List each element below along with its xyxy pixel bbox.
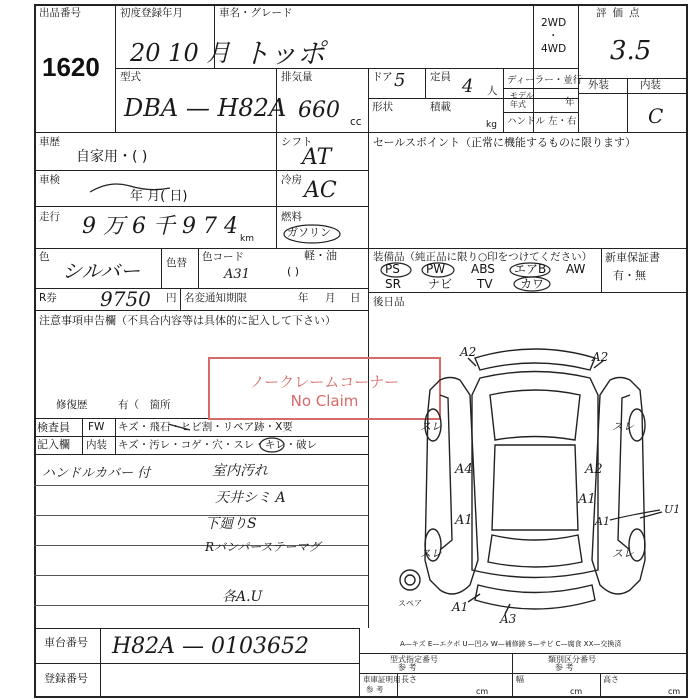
length-label: 長さ: [401, 675, 417, 684]
no-claim-text-jp: ノークレームコーナー: [249, 373, 400, 391]
divider: [34, 436, 368, 437]
equipment-ps: PS: [385, 262, 400, 276]
date-unit-day: 日: [350, 292, 361, 304]
rule-line: [34, 485, 368, 486]
notice-label: 注意事項申告欄（不具合内容等は具体的に記入して下さい）: [39, 314, 336, 327]
mark-a2-front-left: A2: [460, 345, 477, 359]
remark-left: ハンドルカバー 付: [42, 466, 151, 481]
history-label: 車歴: [39, 136, 60, 148]
ref-2: 参 考: [555, 663, 574, 672]
rear-date-label: 後日品: [373, 296, 405, 308]
fuel-paren: ( ): [287, 265, 300, 278]
divider: [34, 663, 359, 664]
ref-1: 参 考: [398, 663, 417, 672]
yen-label: 円: [166, 292, 177, 304]
date-unit-month: 月: [325, 292, 336, 304]
divider: [100, 628, 101, 698]
divider: [368, 98, 578, 99]
name-grade-label: 車名・グレード: [219, 7, 293, 19]
capacity-value: 4: [462, 76, 474, 97]
rule-line: [34, 605, 368, 606]
fw-label: FW: [88, 421, 105, 433]
kg-label: kg: [486, 120, 497, 130]
doors-label: ドア: [372, 71, 393, 83]
fuel-label: 燃料: [281, 211, 302, 223]
model-label: 型式: [120, 71, 141, 83]
equipment-sr: SR: [385, 277, 401, 291]
mark-u1: U1: [664, 503, 681, 516]
drive-2wd: 2WD: [541, 17, 567, 29]
divider: [368, 68, 369, 132]
divider: [503, 88, 578, 89]
dealer-label: ディーラー・並行: [507, 75, 583, 86]
remark-note-3: 下廻りS: [205, 516, 257, 532]
shift-value: AT: [302, 145, 332, 170]
model-year-label: モデル 年式: [510, 91, 534, 109]
divider: [578, 93, 688, 94]
cc-label: cc: [350, 116, 362, 128]
drive-4wd: 4WD: [541, 43, 567, 55]
no-claim-text-en: No Claim: [290, 392, 359, 410]
divider: [34, 628, 359, 629]
no-claim-stamp: [208, 357, 441, 420]
score-label: 評価点: [596, 7, 646, 19]
cert-label: 車庫証明用: [363, 675, 401, 684]
divider: [115, 418, 116, 454]
divider: [627, 78, 628, 132]
exterior-label: 外装: [588, 79, 609, 91]
r-ticket-label: R券: [39, 292, 57, 304]
mark-scratch-left-front: スレ: [420, 420, 442, 433]
sales-point-label: セールスポイント（正常に機能するものに限ります）: [373, 136, 637, 149]
shape-label: 形状: [372, 101, 393, 113]
rule-line: [34, 575, 368, 576]
warranty-value: 有・無: [613, 269, 646, 282]
divider: [180, 288, 181, 310]
divider: [601, 248, 602, 292]
mark-scratch-left-rear: スレ: [420, 547, 442, 560]
divider: [34, 206, 368, 207]
color-code-value: A31: [224, 267, 250, 282]
equipment-leather: カワ: [520, 277, 545, 291]
mark-scratch-right-front: スレ: [612, 420, 634, 433]
color-label: 色: [39, 251, 50, 263]
r-ticket-value: 9750: [100, 287, 151, 311]
fuel-light-oil: 軽・油: [304, 249, 337, 262]
width-label: 幅: [516, 675, 524, 684]
remark-note-4: Rバンパーステーマグ: [205, 540, 321, 554]
divider: [161, 248, 162, 288]
mark-a1-side: A1: [595, 515, 610, 528]
ref-3: 参 考: [366, 685, 384, 694]
diagram-legend: A—キズ E—エクボ U—凹み W—補修跡 S—サビ C—腐食 XX—交換済: [400, 640, 622, 648]
divider: [503, 112, 578, 113]
repair-value: 有（ 箇所: [118, 399, 171, 411]
divider: [34, 310, 368, 311]
spare-label: スペア: [398, 599, 422, 608]
capacity-label: 定員: [430, 71, 451, 83]
divider: [276, 132, 277, 248]
width-cm: cm: [570, 687, 583, 696]
reg-label: 登録番号: [44, 672, 88, 685]
mileage-value: 9 万 6 千 9 7 4: [82, 214, 238, 239]
divider: [359, 628, 360, 698]
equipment-navi: ナビ: [428, 277, 453, 291]
equipment-pw: PW: [426, 262, 446, 276]
divider: [368, 132, 369, 310]
color-code-label: 色コード: [202, 251, 244, 263]
remark-note-5: 各A.U: [222, 589, 263, 605]
score-value: 3.5: [610, 36, 652, 66]
height-label: 高さ: [603, 675, 619, 684]
repair-label: 修復歴: [56, 399, 88, 411]
color-change-label: 色替: [166, 257, 187, 269]
mark-a4-roof: A4: [455, 462, 473, 477]
divider: [512, 673, 513, 698]
history-value: 自家用・( ): [76, 149, 148, 165]
mark-a1-right: A1: [578, 492, 596, 507]
mark-a2-front-right: A2: [592, 350, 609, 364]
inspection-label: 車検: [39, 174, 60, 186]
rule-line: [34, 515, 368, 516]
mark-scratch-right-rear: スレ: [612, 547, 634, 560]
mark-a3-rear: A3: [500, 612, 517, 626]
divider: [82, 418, 83, 454]
displacement-value: 660: [298, 98, 340, 123]
divider: [34, 132, 688, 133]
name-change-label: 名変通知期限: [184, 292, 247, 304]
first-reg-label: 初度登録年月: [120, 7, 183, 19]
mark-a2-right: A2: [585, 462, 603, 477]
equipment-aw: AW: [566, 262, 586, 276]
ac-value: AC: [304, 178, 337, 203]
year-unit: 年: [565, 97, 575, 108]
divider: [34, 454, 368, 455]
equipment-airbag: エアB: [514, 262, 547, 276]
divider: [359, 653, 688, 654]
shift-label: シフト: [281, 136, 313, 148]
fuel-gasoline: ガソリン: [287, 226, 331, 239]
divider: [34, 288, 368, 289]
mark-a1-left: A1: [455, 513, 473, 528]
divider: [425, 68, 426, 98]
length-cm: cm: [476, 687, 489, 696]
interior-inspect-label: 内装: [86, 439, 107, 451]
km-label: km: [240, 234, 254, 244]
divider: [359, 673, 688, 674]
fw-items: キズ・飛石・ヒビ割・リペア跡・X要: [118, 421, 293, 433]
divider: [578, 4, 579, 132]
divider: [198, 248, 199, 288]
handle-label: ハンドル 左・右: [507, 116, 577, 127]
capacity-unit: 人: [487, 85, 498, 97]
divider: [115, 68, 578, 69]
equipment-label: 装備品（純正品に限り○印をつけてください）: [373, 251, 593, 263]
equipment-abs: ABS: [471, 262, 495, 276]
chassis-value: H82A — 0103652: [112, 634, 310, 659]
interior-label: 内装: [640, 79, 661, 91]
lot-label: 出品番号: [39, 7, 81, 19]
load-label: 積載: [430, 101, 451, 113]
ac-label: 冷房: [281, 174, 302, 186]
lot-number: 1620: [42, 52, 100, 82]
equipment-tv: TV: [477, 277, 493, 291]
mileage-label: 走行: [39, 211, 60, 223]
inspector-label-1: 検査員: [37, 421, 70, 434]
height-cm: cm: [668, 687, 681, 696]
displacement-label: 排気量: [281, 71, 313, 83]
remark-note-2: 天井シミ A: [215, 490, 286, 506]
category-label: 類別区分番号: [548, 655, 596, 664]
warranty-label: 新車保証書: [605, 251, 660, 264]
name-grade-value: トッポ: [242, 37, 326, 70]
type-designation-label: 型式指定番号: [390, 655, 438, 664]
divider: [600, 673, 601, 698]
mark-a1-rear: A1: [452, 600, 469, 614]
drive-dot: ・: [548, 30, 559, 42]
inspector-label-2: 記入欄: [37, 438, 70, 451]
first-reg-value: 20 10 月: [130, 39, 231, 67]
divider: [34, 248, 688, 249]
divider: [34, 170, 368, 171]
remark-note-1: 室内汚れ: [212, 463, 268, 479]
divider: [368, 292, 688, 293]
interior-value: C: [648, 104, 664, 128]
inspection-value: 年 月( 日): [130, 189, 188, 204]
chassis-label: 車台番号: [44, 636, 88, 649]
doors-value: 5: [394, 70, 406, 91]
interior-items: キズ・汚レ・コゲ・穴・スレ・キレ・破レ: [118, 439, 318, 451]
date-unit-year: 年: [298, 292, 309, 304]
model-value: DBA — H82A: [124, 94, 287, 122]
color-value: シルバー: [62, 259, 141, 283]
divider: [503, 68, 504, 132]
